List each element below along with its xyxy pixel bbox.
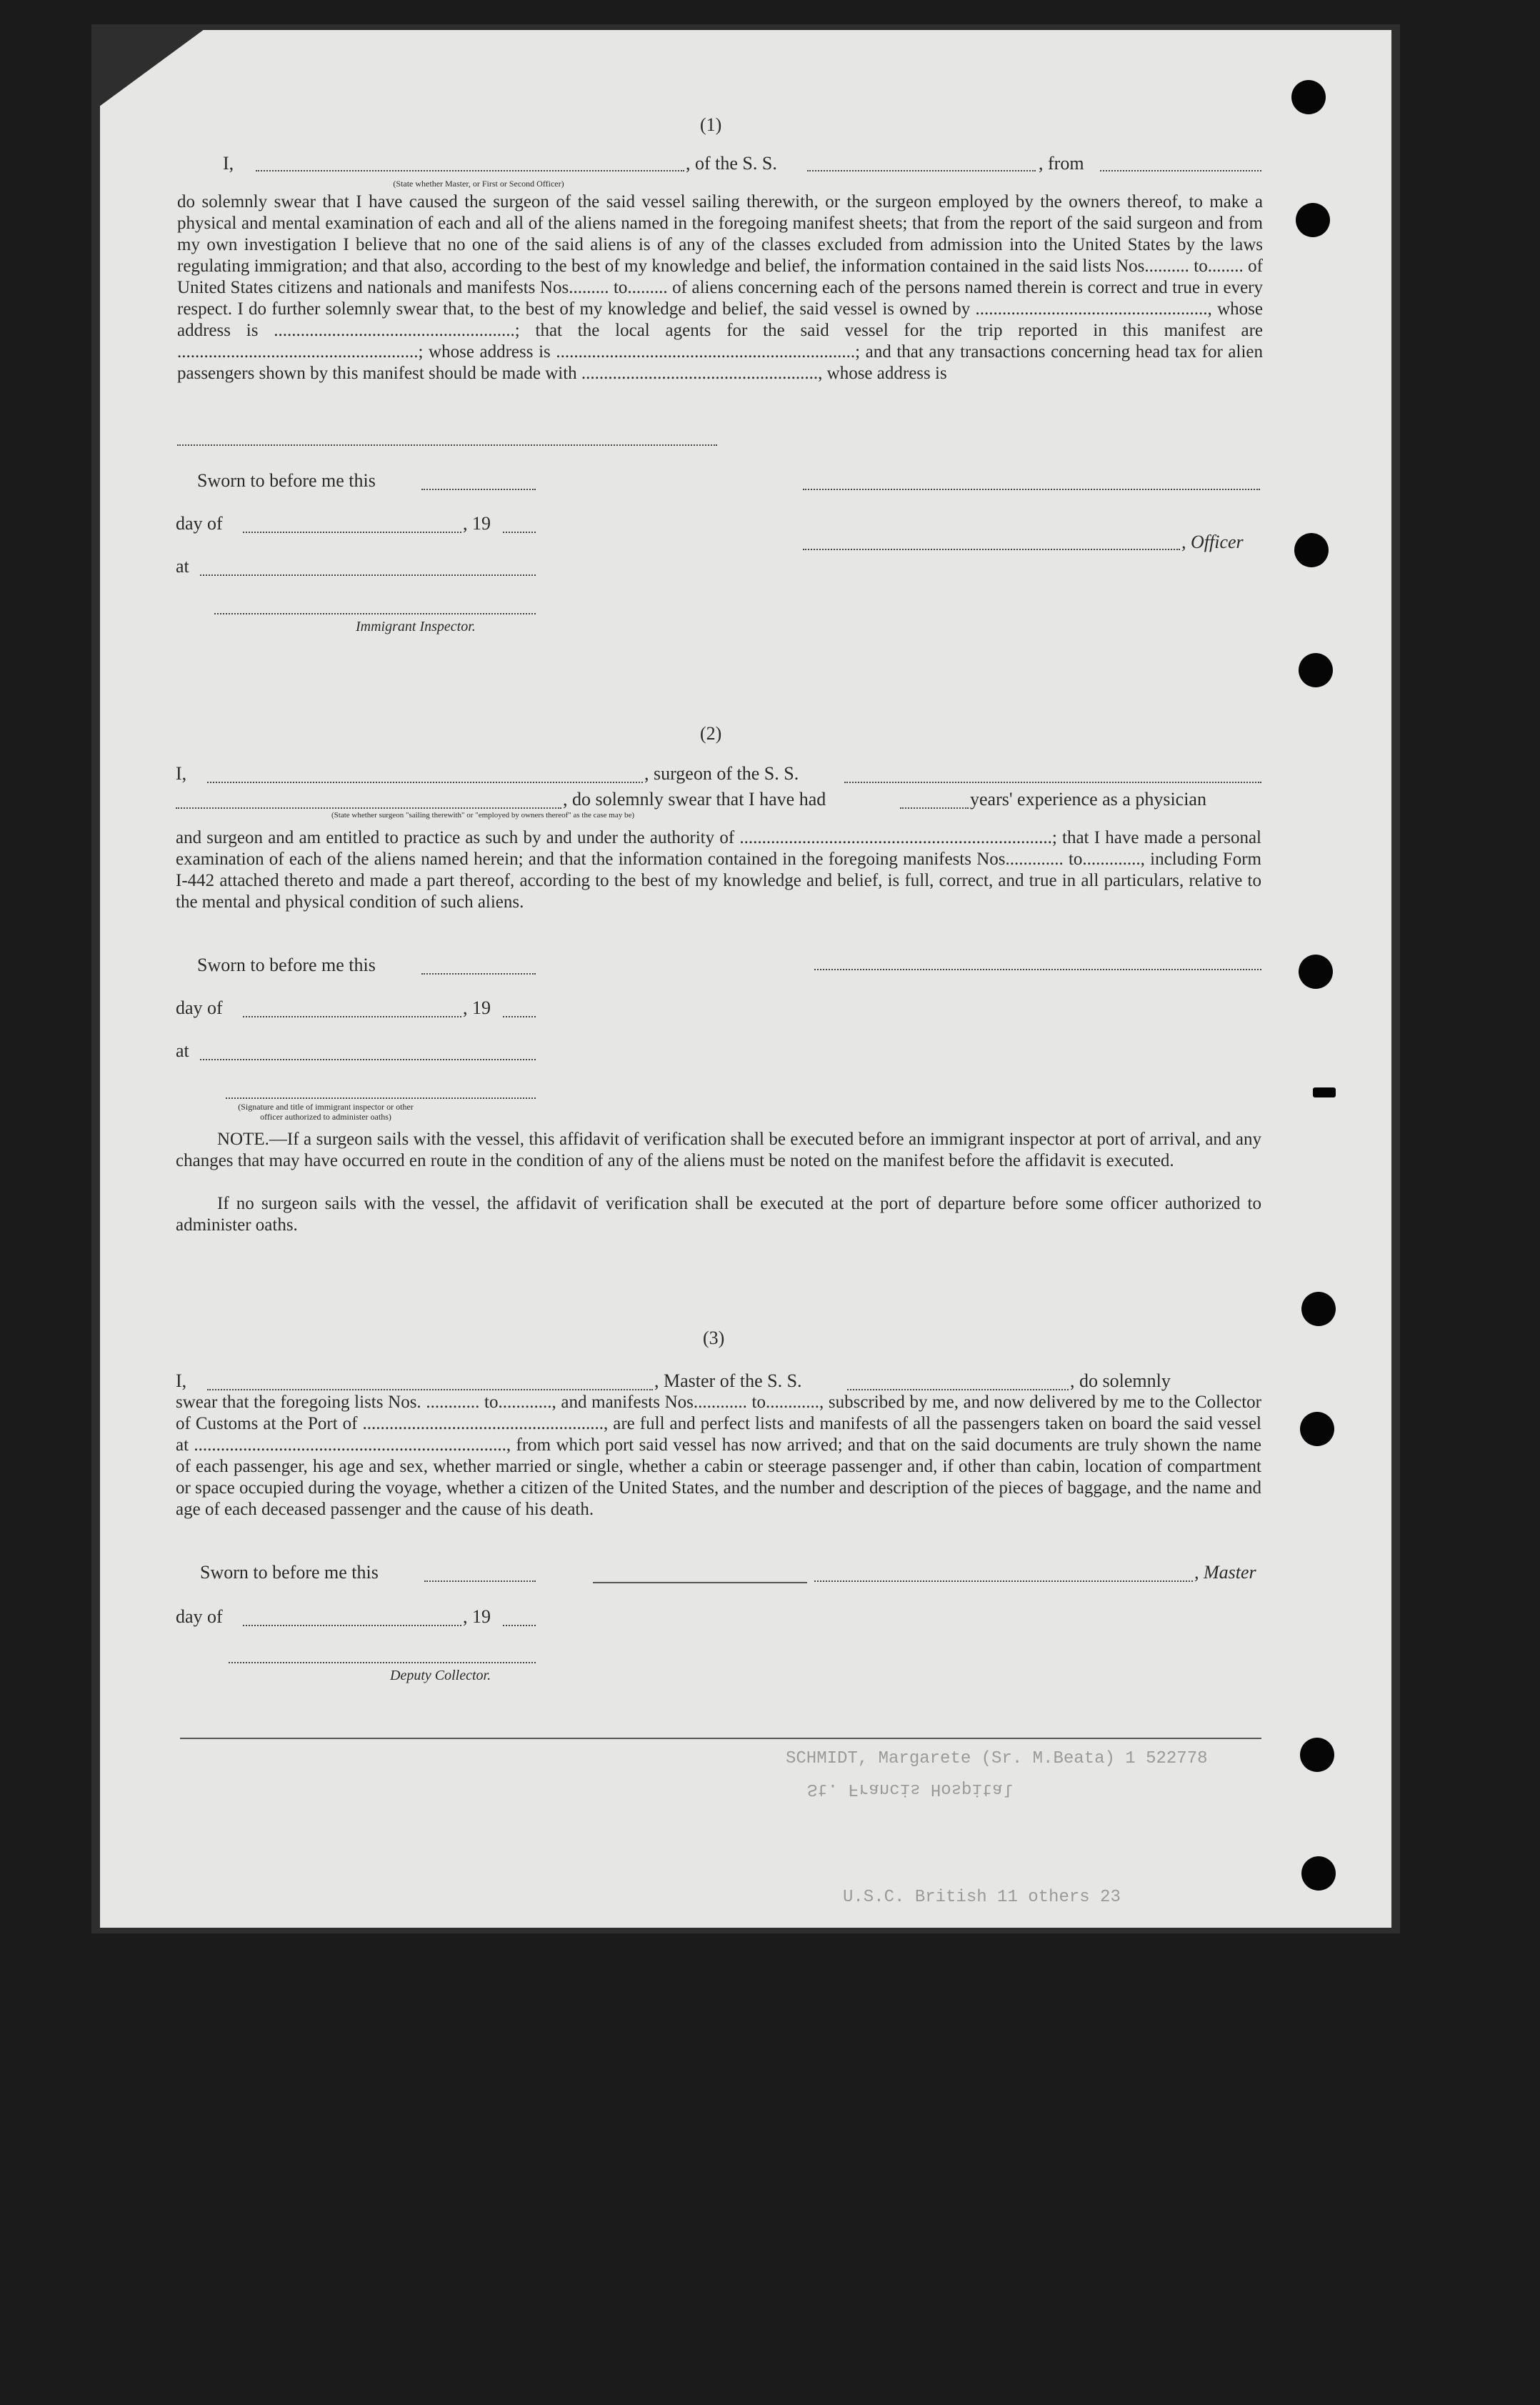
binder-hole [1296, 203, 1330, 237]
section2-vessel-blank [844, 782, 1261, 783]
binder-hole [1300, 1738, 1334, 1772]
from-port-blank [1100, 170, 1261, 171]
vessel-name-blank [807, 170, 1036, 171]
binder-hole [1299, 955, 1333, 989]
surgeon-name-blank [207, 782, 643, 783]
section2-signer: (Signature and title of immigrant inspector or other officer authorized to administer oaths) [238, 1102, 414, 1122]
section2-years: years' experience as a physician [970, 789, 1206, 810]
section2-year-blank [503, 1016, 536, 1017]
section2-heading: (2) [700, 723, 722, 744]
bleedthrough-line: St. Francis Hospital [807, 1779, 1014, 1798]
bottom-rule [180, 1738, 1261, 1739]
section2-body: and surgeon and am entitled to practice as such by and under the authority of ......................................................................; that I have made a personal examination of each of the aliens named herein; and that the information contained in the foregoing manifests Nos............. to............., including Form I-442 attached thereto and made a part thereof, according to the best of my knowledge and belief, is full, correct, and true in all particulars, relative to the mental and physical condition of such aliens. [176, 828, 1261, 912]
section1-body: do solemnly swear that I have caused the surgeon of the said vessel sailing therewith, or the surgeon employed by the owners thereof, to make a physical and mental examination of each and all of the aliens named in the foregoing manifest sheets; that from the report of the said surgeon and from my own investigation I believe that no one of the said aliens is of any of the classes excluded from admission into the United States by the laws regulating immigration; and that also, according to the best of my knowledge and belief, the information contained in the said lists Nos.......... to........ of United States citizens and nationals and manifests Nos......... to......... of aliens concerning each of the persons named therein is correct and true in every respect. I do further solemnly swear that, to the best of my knowledge and belief, the said vessel is owned by ...................................................., whose address is ......................................................; that the local agents for the said vessel for the trip reported in this manifest are ......................................................; whose address is ...................................................................; and that any transactions concerning head tax for alien passengers shown by this manifest should be made with ....................................................., whose address is [177, 192, 1263, 383]
section3-master-of: , Master of the S. S. [654, 1370, 802, 1391]
section3-master-sign-blank [814, 1580, 1193, 1582]
bleedthrough-line: SCHMIDT, Margarete (Sr. M.Beata) 1 522778 [786, 1749, 1208, 1768]
section2-sworn: Sworn to before me this [197, 955, 376, 975]
binder-hole [1291, 80, 1326, 114]
section1-sworn: Sworn to before me this [197, 470, 376, 491]
section1-nineteen: , 19 [463, 513, 491, 534]
section1-day-of: day of [176, 513, 223, 534]
section3-signer: Deputy Collector. [390, 1668, 491, 1683]
section3-day-of: day of [176, 1606, 223, 1627]
section3-master-sign-line [593, 1582, 807, 1583]
binder-hole [1294, 533, 1329, 567]
binder-hole [1300, 1412, 1334, 1446]
section1-from: , from [1039, 153, 1084, 174]
section2-at: at [176, 1040, 189, 1061]
section2-surgeon-of: , surgeon of the S. S. [644, 763, 799, 784]
section1-at: at [176, 556, 189, 577]
section1-heading: (1) [700, 114, 722, 135]
section1-officer: , Officer [1181, 532, 1244, 552]
master-name-blank [207, 1389, 653, 1390]
section1-at-blank [200, 574, 536, 576]
section2-nineteen: , 19 [463, 997, 491, 1018]
bleedthrough-line: U.S.C. British 11 others 23 [843, 1888, 1121, 1907]
section1-officer-sign-blank [803, 489, 1260, 490]
surgeon-status-blank [176, 807, 561, 809]
section2-note1: NOTE.—If a surgeon sails with the vessel, this affidavit of verification shall be executed before an immigrant inspector at port of arrival, and any changes that may have occurred en route in the condition of any of the aliens must be noted on the manifest before the affidavit is executed. [176, 1130, 1261, 1170]
officer-name-blank [256, 170, 684, 171]
section3-heading: (3) [703, 1328, 725, 1348]
section1-officer-blank [803, 549, 1180, 550]
section2-note2: If no surgeon sails with the vessel, the affidavit of verification shall be executed at the port of departure before some officer authorized to administer oaths. [176, 1194, 1261, 1235]
section2-surgeon-sign-blank [814, 969, 1261, 970]
section2-i: I, [176, 763, 187, 784]
section3-solemnly: , do solemnly [1070, 1370, 1171, 1391]
section3-vessel-blank [847, 1389, 1069, 1390]
section1-i: I, [223, 153, 234, 174]
binder-hole [1301, 1292, 1336, 1326]
binder-hole [1299, 653, 1333, 687]
binder-hole [1301, 1856, 1336, 1891]
section1-rule [177, 444, 717, 446]
section2-at-blank [200, 1059, 536, 1060]
section2-day-of: day of [176, 997, 223, 1018]
section1-caption: (State whether Master, or First or Second Officer) [393, 179, 564, 189]
section3-i: I, [176, 1370, 187, 1391]
years-blank [900, 807, 969, 809]
binder-slot [1313, 1087, 1336, 1097]
section3-year-blank [503, 1625, 536, 1626]
section3-sworn-blank [424, 1580, 536, 1582]
section2-caption: (State whether surgeon "sailing therewith" or "employed by owners thereof" as the case may be) [331, 811, 634, 820]
section3-sworn: Sworn to before me this [200, 1562, 379, 1583]
section1-day-blank [243, 532, 461, 533]
section3-nineteen: , 19 [463, 1606, 491, 1627]
section2-sworn-blank [421, 973, 536, 975]
section2-swear: , do solemnly swear that I have had [563, 789, 826, 810]
section3-collector-sign-blank [229, 1662, 536, 1663]
section3-master: , Master [1194, 1562, 1256, 1583]
section1-sworn-blank [421, 489, 536, 490]
section1-of-ss: , of the S. S. [686, 153, 777, 174]
section3-body: swear that the foregoing lists Nos. ............ to............, and manifests Nos............ to............, subscribed by me, and now delivered by me to the Collector of Customs at the Port of ......................................................, are full and perfect lists and manifests of all the passengers taken on board the said vessel at ......................................................................, from which port said vessel has now arrived; and that on the said documents are truly shown the name of each passenger, his age and sex, whether married or single, whether a cabin or steerage passenger and, if other than cabin, location of compartment or space occupied during the voyage, whether a citizen of the United States, and the number and description of the pieces of baggage, and the name and age of each deceased passenger and the cause of his death. [176, 1393, 1261, 1519]
section2-day-blank [243, 1016, 461, 1017]
section2-inspector-sign-blank [226, 1097, 536, 1099]
section1-inspector-sign-blank [214, 613, 536, 614]
section3-day-blank [243, 1625, 461, 1626]
section1-year-blank [503, 532, 536, 533]
section1-signer: Immigrant Inspector. [356, 619, 476, 634]
